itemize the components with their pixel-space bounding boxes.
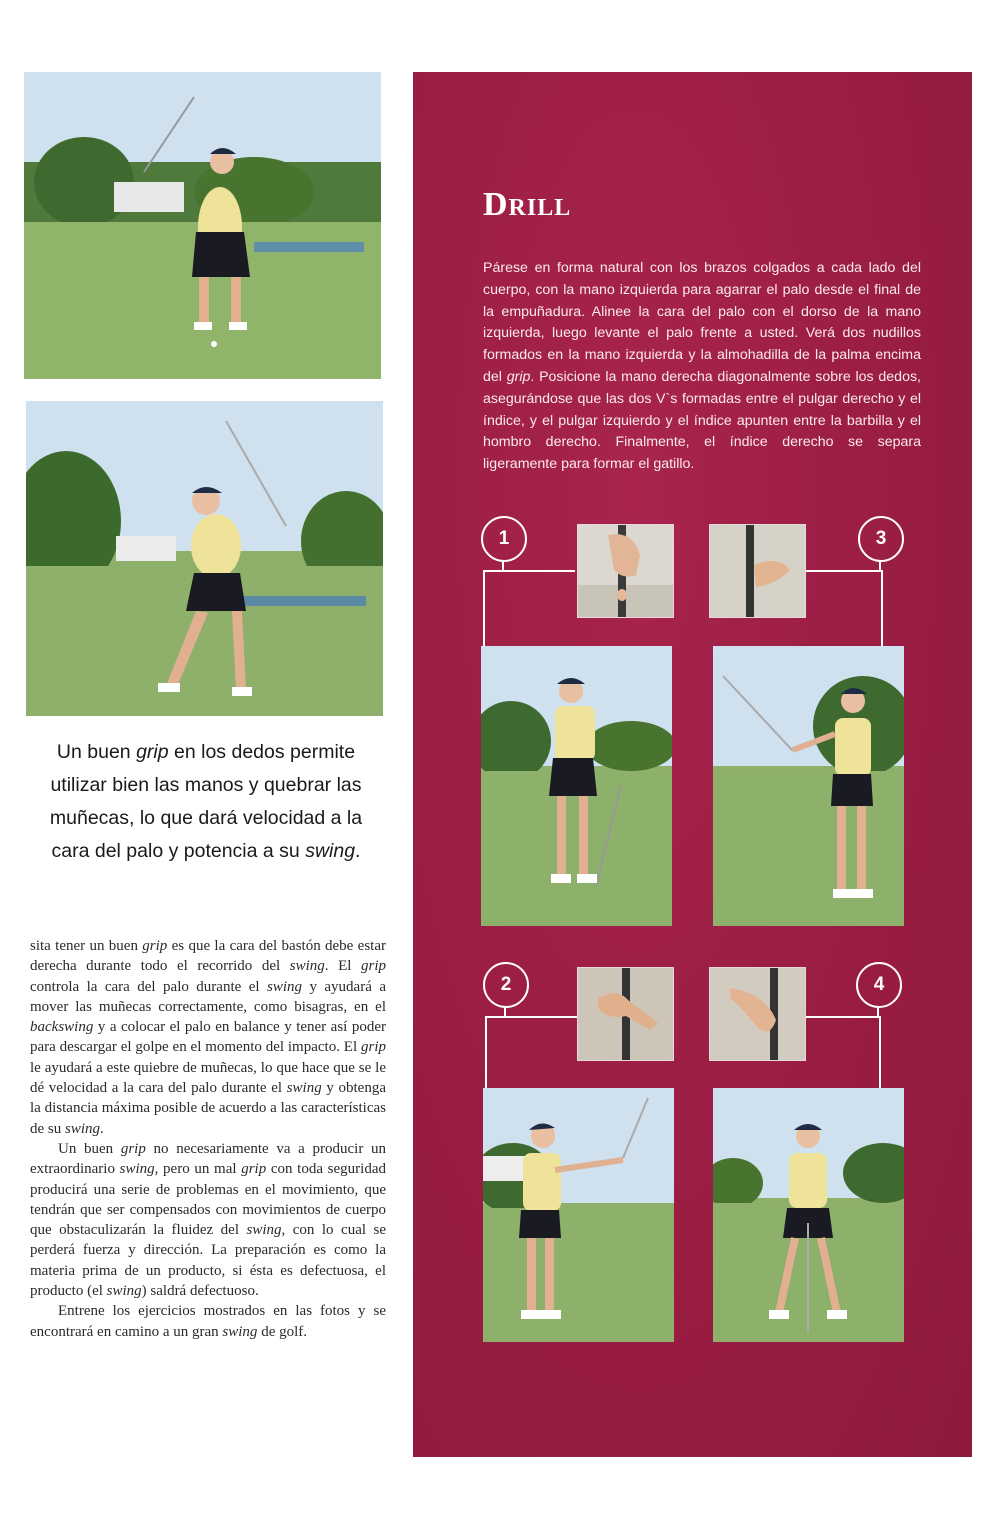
step-4-photo xyxy=(713,1088,904,1342)
body-paragraph-1 xyxy=(30,936,386,1139)
text-run: y ayudará a mover las muñecas correctamente, como bisagras, en el xyxy=(30,978,386,1015)
step-number-3: 3 xyxy=(858,516,904,562)
text-run: y obtenga la distancia máxima posible de acuerdo a las características de su xyxy=(30,1080,386,1137)
italic-term: grip xyxy=(360,1039,386,1056)
step-number-1: 1 xyxy=(481,516,527,562)
drill-panel xyxy=(413,72,972,1457)
step-4-connector xyxy=(877,1006,879,1016)
text-run: Entrene los ejercicios mostrados en las fotos y se encontrará en camino a un gran xyxy=(30,1303,386,1340)
text-run: , pero un mal xyxy=(154,1161,242,1178)
step-number-4: 4 xyxy=(856,962,902,1008)
step-3-connector xyxy=(879,560,881,570)
text-run: de golf. xyxy=(257,1323,308,1340)
drill-instructions xyxy=(483,258,921,476)
italic-term: swing xyxy=(286,1080,322,1097)
step-4-grip-closeup xyxy=(709,967,806,1061)
italic-term: grip xyxy=(120,1140,146,1157)
text-run: ) saldrá defectuoso. xyxy=(141,1283,259,1300)
step-3-bracket xyxy=(805,570,883,648)
italic-term: swing xyxy=(222,1323,258,1340)
italic-term: grip xyxy=(142,938,168,954)
text-run: Párese en forma natural con los brazos colgados a cada lado del cuerpo, con la mano izquierda para agarrar el palo desde el final de la empuñadura. Alinee la cara del palo con el dorso de la mano izquierda, luego levante el palo frente a usted. Verá dos nudillos formados en la mano izquierda y la almohadilla de la palma encima del xyxy=(483,260,921,385)
step-2-connector xyxy=(504,1006,506,1016)
text-run: . El xyxy=(324,958,361,975)
italic-term: grip xyxy=(506,368,531,385)
step-1-connector xyxy=(502,560,504,570)
step-1-bracket xyxy=(483,570,575,648)
step-2-photo xyxy=(483,1088,674,1342)
step-3-photo xyxy=(713,646,904,926)
text-run: . Posicione la mano derecha diagonalmente sobre los dedos, asegurándose que las dos V`s formadas entre el pulgar derecho y el índice, y el pulgar izquierdo y el índice apunten entre la barbilla y el hombro derecho. Finalmente, el índice derecho se separa ligeramente para formar el gatillo. xyxy=(483,368,921,473)
text-run: y a colocar el palo en balance y tener así poder para descargar el golpe en el momento del impacto. El xyxy=(30,1019,386,1056)
step-1-grip-closeup xyxy=(577,524,674,618)
step-1-photo xyxy=(481,646,672,926)
italic-term: backswing xyxy=(30,1019,94,1036)
step-3-grip-closeup xyxy=(709,524,806,618)
text-run: no necesariamente va a producir un extraordinario xyxy=(30,1140,386,1178)
step-4-bracket xyxy=(805,1016,881,1090)
step-2-grip-closeup xyxy=(577,967,674,1061)
text-run: sita tener un buen xyxy=(30,938,143,954)
text-run: . xyxy=(100,1120,104,1137)
golfer-backswing-photo xyxy=(24,72,381,379)
italic-term: swing xyxy=(65,1120,101,1137)
step-number-2: 2 xyxy=(483,962,529,1008)
text-run: Un buen xyxy=(58,1140,121,1157)
italic-term: swing xyxy=(289,958,325,975)
step-2-bracket xyxy=(485,1016,577,1090)
drill-title: Drill xyxy=(483,186,572,223)
italic-term: swing xyxy=(106,1283,142,1300)
pull-quote: Un buen grip en los dedos permite utilizar bien las manos y quebrar las muñecas, lo que dará velocidad a la cara del palo y potencia a su swing. xyxy=(49,741,363,862)
body-paragraph-3 xyxy=(30,1301,386,1342)
italic-term: swing xyxy=(267,978,303,995)
italic-term: swing xyxy=(246,1222,282,1239)
text-run: , con lo cual se perderá fuerza y dirección. La preparación es como la materia prima de un producto, si ésta es defectuosa, el producto (el xyxy=(30,1222,386,1300)
italic-term: grip xyxy=(360,958,386,975)
golfer-downswing-photo xyxy=(26,401,383,716)
italic-term: swing xyxy=(119,1161,155,1178)
text-run: es que la cara del bastón debe estar derecha durante todo el recorrido del xyxy=(30,938,386,975)
text-run: controla la cara del palo durante el xyxy=(30,978,267,995)
article-body xyxy=(30,936,386,1342)
text-run: con toda seguridad producirá una serie de problemas en el movimiento, que tendrán que ser compensados con movimientos de cuerpo que obstaculizarán la fluidez del xyxy=(30,1161,386,1239)
italic-term: grip xyxy=(241,1161,267,1178)
text-run: le ayudará a este quiebre de muñecas, lo que hace que se le dé velocidad a la cara del palo durante el xyxy=(30,1059,386,1097)
body-paragraph-2 xyxy=(30,1139,386,1301)
